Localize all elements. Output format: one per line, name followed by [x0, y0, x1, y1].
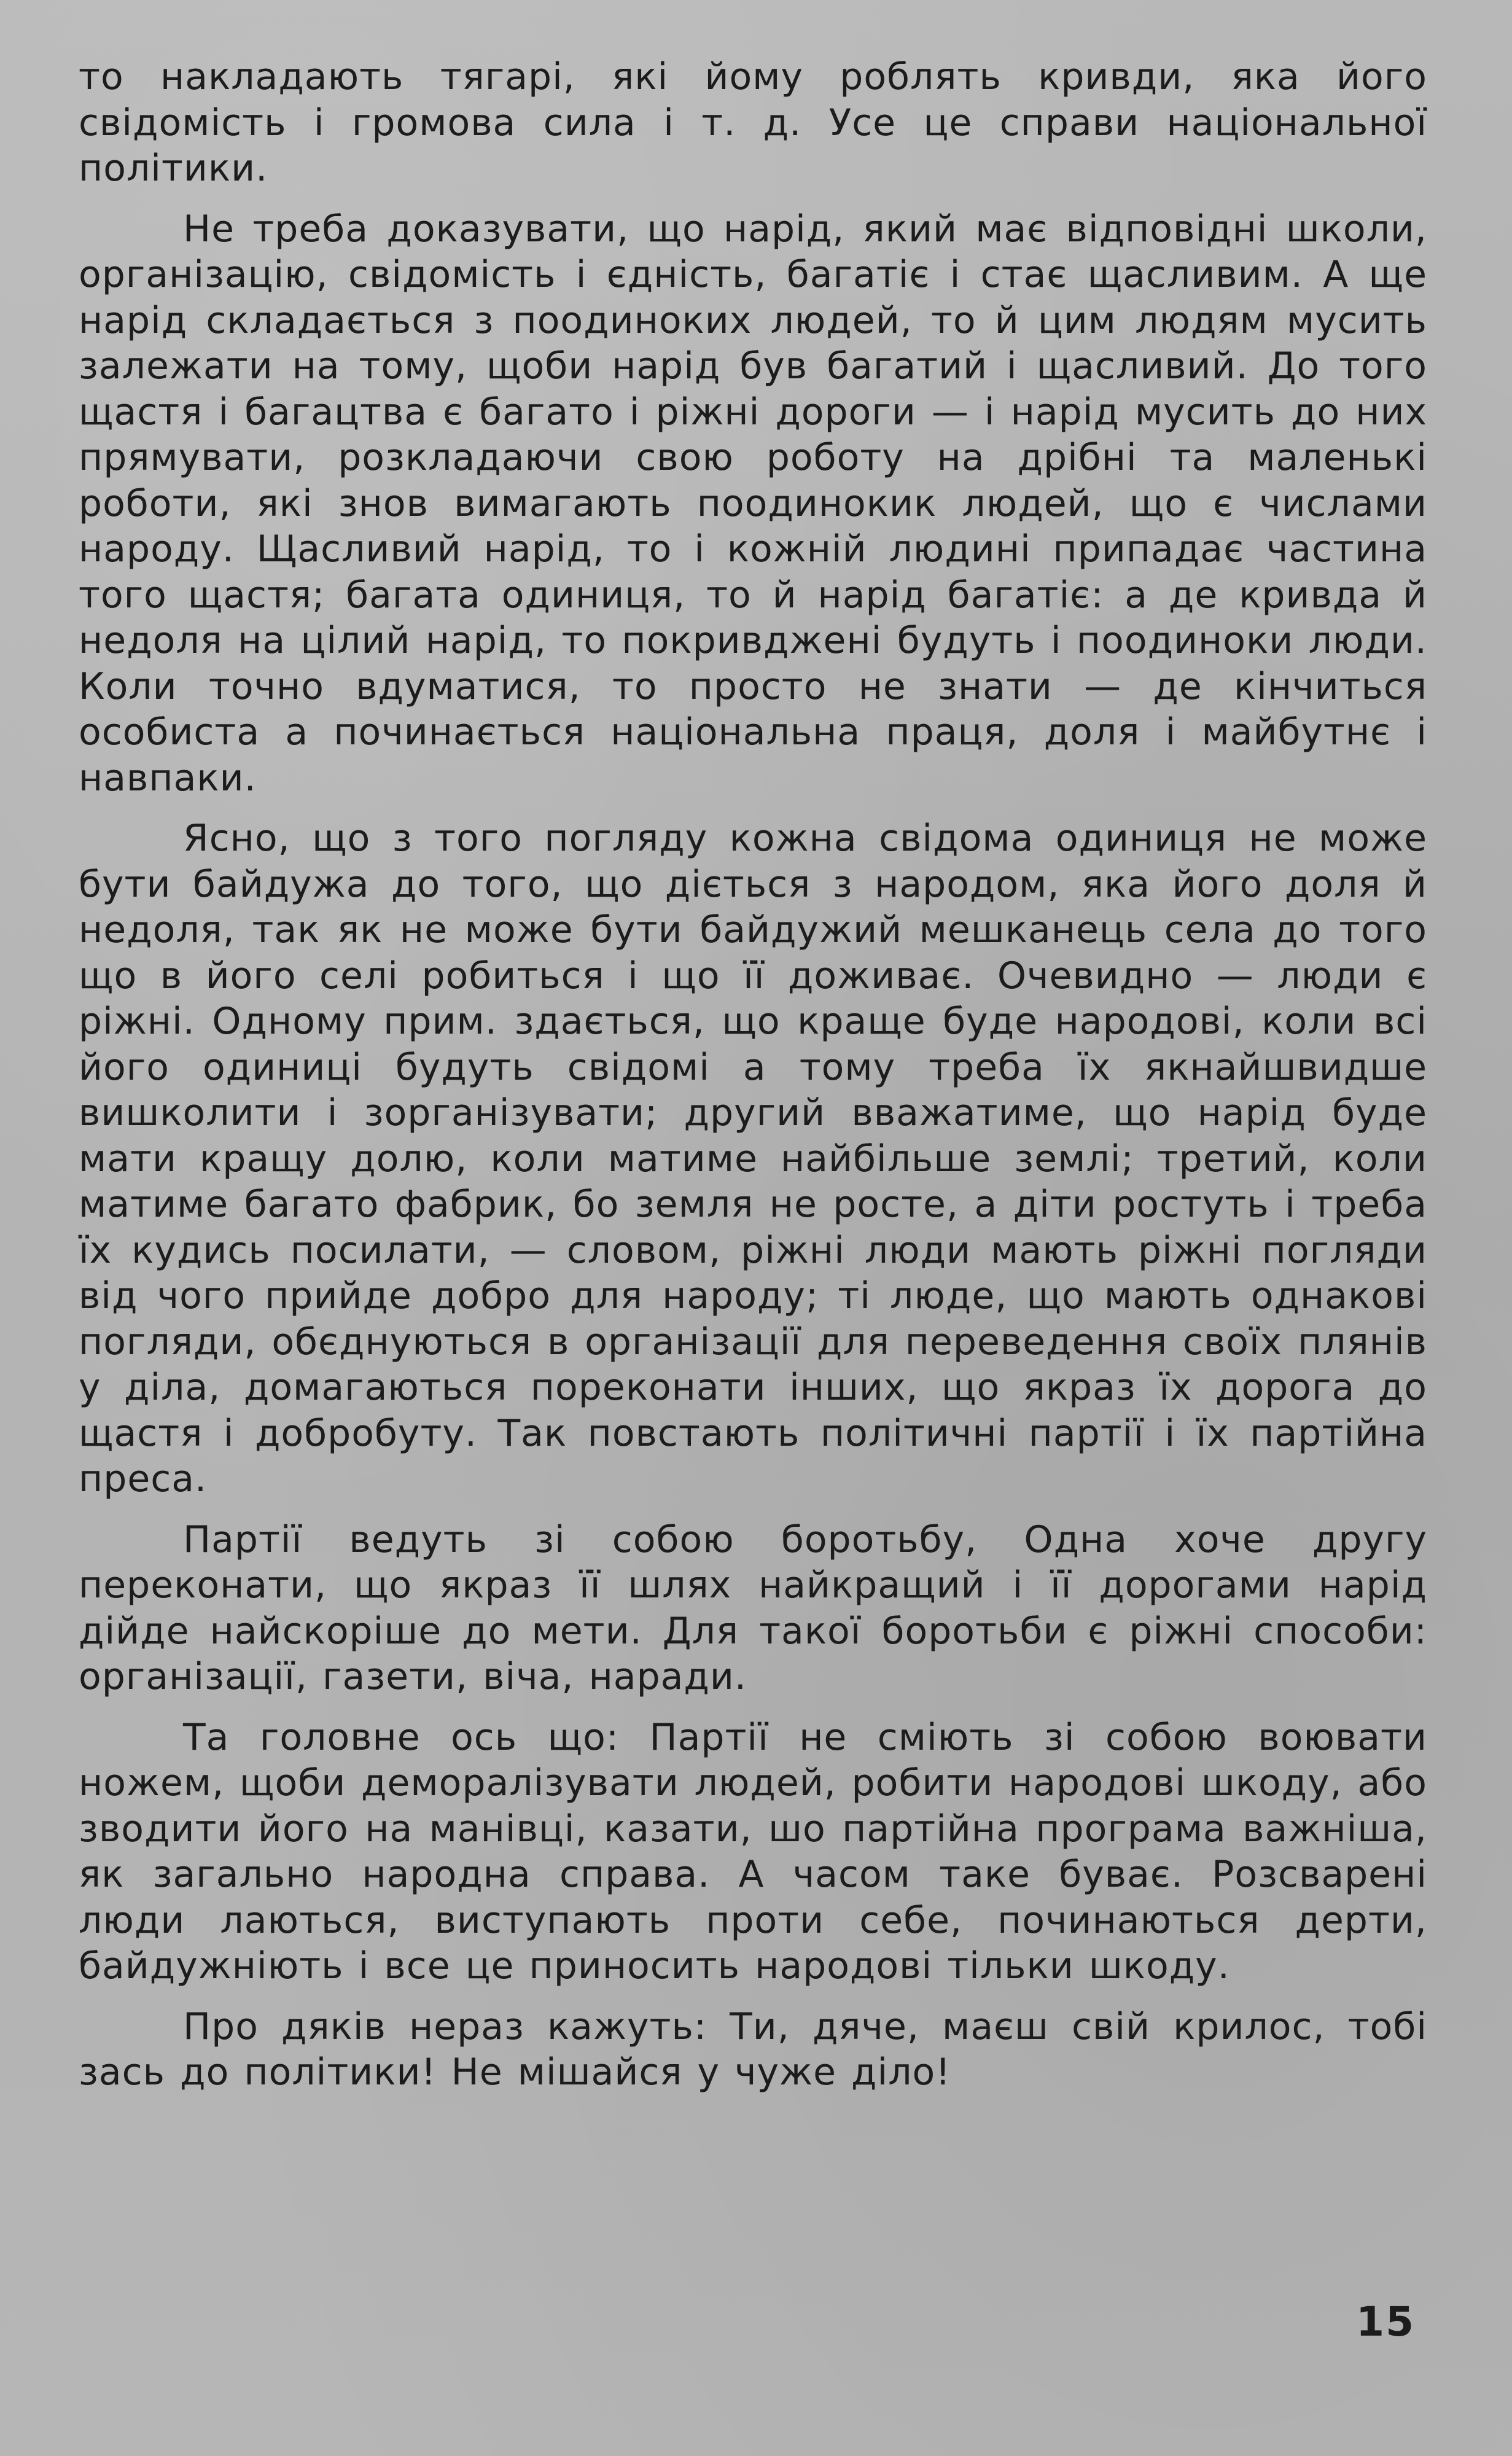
page-text [79, 54, 1427, 2095]
paragraph-political-parties: Ясно, що з того погляду кожна свідома одиниця не може бути байдужа до того, що діється з народом, яка його доля й недоля, так як не може бути байдужий мешканець села до того що в його селі робиться і що її доживає. Очевидно — люди є ріжні. Одному прим. здається, що краще буде народові, коли всі його одиниці будуть свідомі а тому треба їх якнайшвидше вишколити і зорганізувати; другий вважатиме, що нарід буде мати кращу долю, коли матиме найбільше землі; третий, коли матиме багато фабрик, бо земля не росте, а діти ростуть і треба їх кудись посилати, — словом, ріжні люди мають ріжні погляди від чого прийде добро для народу; ті люде, що мають однакові погляди, обєднуються в організації для переведення своїх плянів у діла, домагаються пореконати інших, що якраз їх дорога до щастя і добробуту. Так повстають політичні партії і їх партійна преса. [79, 817, 1427, 1500]
paragraph-main-point: Та головне ось що: Партії не сміють зі собою воювати ножем, щоби деморалізувати людей, робити народові шкоду, або зводити його на манівці, казати, шо партійна програма важніша, як загально народна справа. А часом таке буває. Розсварені люди лаються, виступають проти себе, починаються дерти, байдужніють і все це приносить народові тільки шкоду. [79, 1715, 1427, 1987]
page-number: 15 [1356, 2298, 1415, 2345]
paragraph-cantors: Про дяків нераз кажуть: Ти, дяче, маєш свій крилос, тобі зась до політики! Не мішайся у чуже діло! [79, 2005, 1427, 2094]
paragraph-party-struggle: Партії ведуть зі собою боротьбу, Одна хоче другу переконати, що якраз її шлях найкращий і її дорогами нарід дійде найскоріше до мети. Для такої боротьби є ріжні способи: організації, газети, віча, наради. [79, 1518, 1427, 1698]
paragraph-national-wealth: Не треба доказувати, що нарід, який має відповідні школи, організацію, свідомість і єдність, багатіє і стає щасливим. А ще нарід складається з поодиноких людей, то й цим людям мусить залежати на тому, щоби нарід був багатий і щасливий. До того щастя і багацтва є багато і ріжні дороги — і нарід мусить до них прямувати, розкладаючи свою роботу на дрібні та маленькі роботи, які знов вимагають поодинокик людей, що є числами народу. Щасливий нарід, то і кожній людині припадає частина того щастя; багата одиниця, то й нарід багатіє: а де кривда й недоля на цілий нарід, то покривджені будуть і поодиноки люди. Коли точно вдуматися, то просто не знати — де кінчиться особиста а починається національна праця, доля і майбутнє і навпаки. [79, 207, 1427, 800]
paragraph-continuation: то накладають тягарі, які йому роблять кривди, яка його свідомість і громова сила і т. д. Усе це справи національної політики. [79, 55, 1427, 190]
